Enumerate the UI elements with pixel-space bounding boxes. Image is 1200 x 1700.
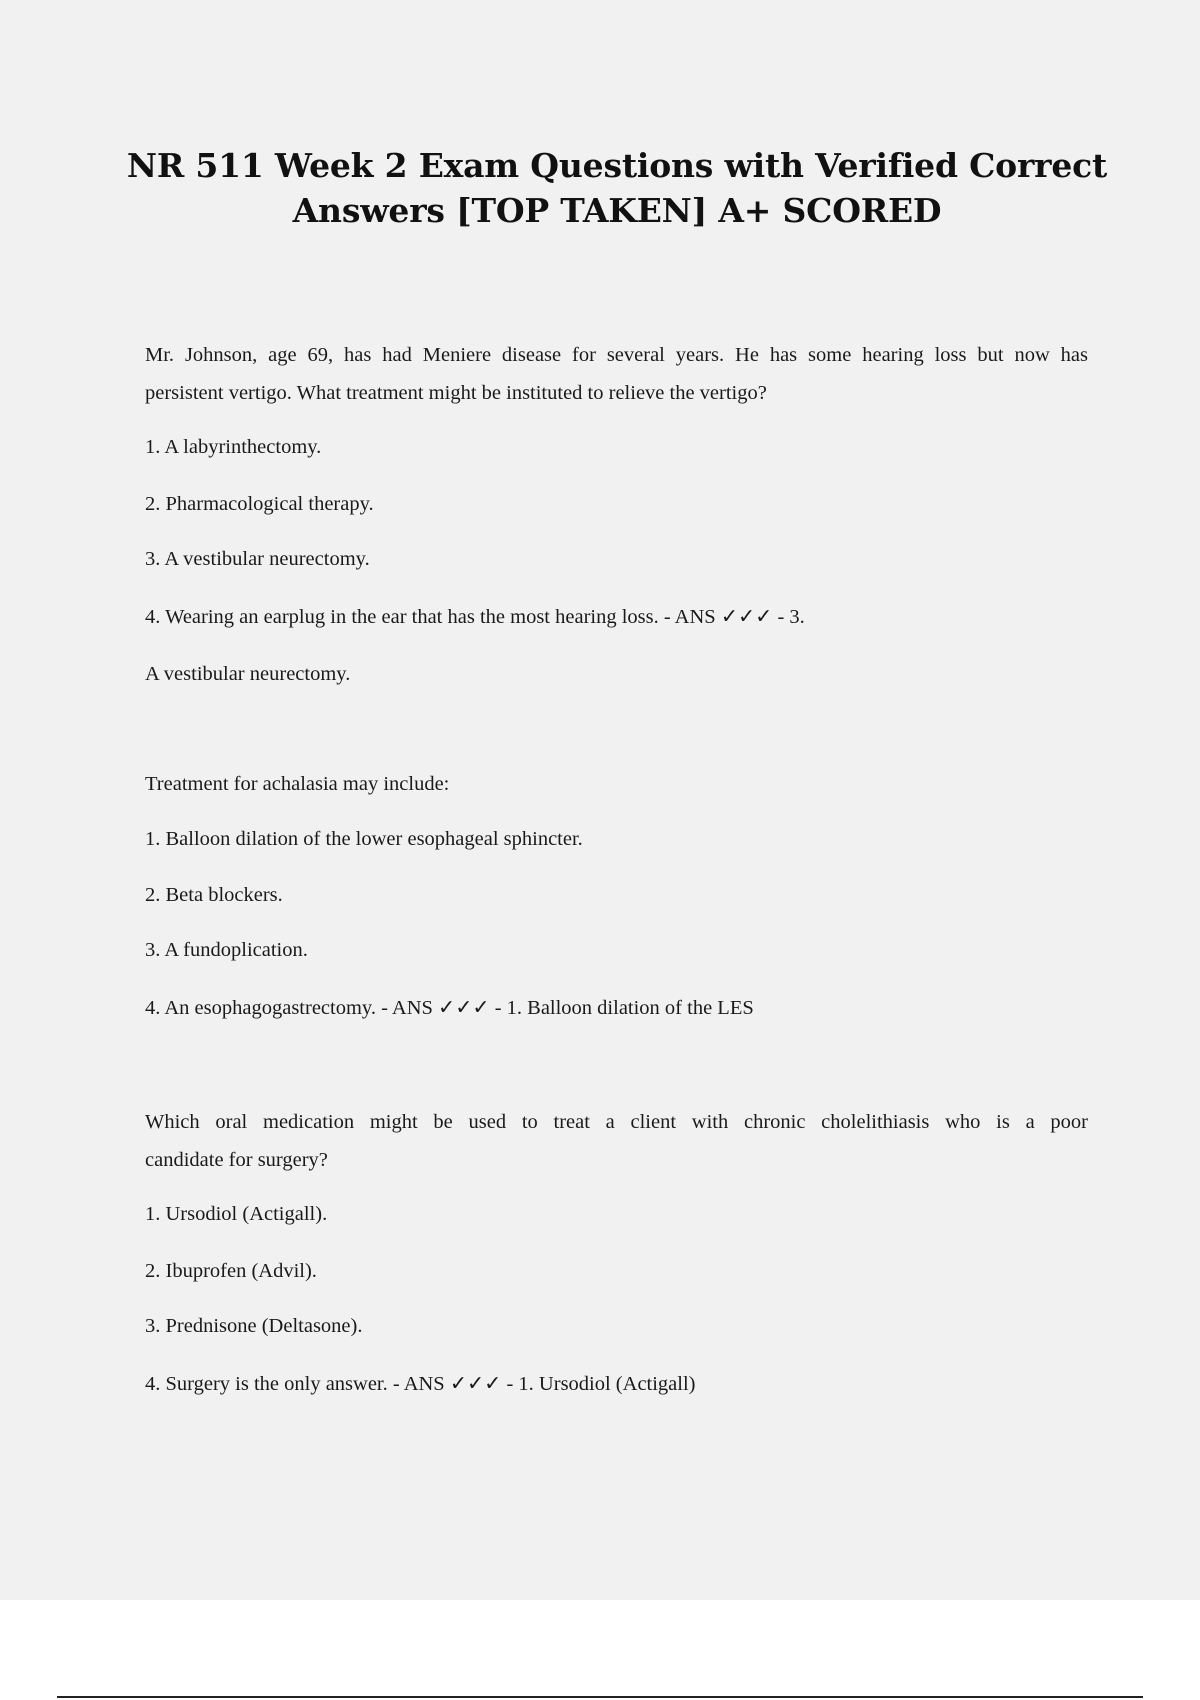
question-3-stem-line-1: Which oral medication might be used to treat a client with chronic cholelithiasis who is a poor — [145, 1111, 1088, 1133]
question-3-option-1: 1. Ursodiol (Actigall). — [145, 1203, 328, 1225]
footer-divider — [57, 1696, 1143, 1698]
question-3-option-3: 3. Prednisone (Deltasone). — [145, 1315, 363, 1337]
question-1-option-1: 1. A labyrinthectomy. — [145, 436, 322, 458]
question-1-stem-line-1: Mr. Johnson, age 69, has had Meniere disease for several years. He has some hearing loss but now has — [145, 344, 1088, 366]
question-3-option-2: 2. Ibuprofen (Advil). — [145, 1260, 317, 1282]
title-line-2: Answers [TOP TAKEN] A+ SCORED — [292, 191, 942, 230]
question-1-stem-line-2: persistent vertigo. What treatment might be instituted to relieve the vertigo? — [145, 382, 767, 404]
question-3-option-4-answer: 4. Surgery is the only answer. - ANS ✓✓✓ - 1. Ursodiol (Actigall) — [145, 1373, 696, 1395]
question-2-option-4-answer: 4. An esophagogastrectomy. - ANS ✓✓✓ - 1. Balloon dilation of the LES — [145, 997, 754, 1019]
question-3-stem-line-2: candidate for surgery? — [145, 1149, 328, 1171]
title-line-1: NR 511 Week 2 Exam Questions with Verified Correct — [126, 146, 1108, 185]
question-2-option-1: 1. Balloon dilation of the lower esophageal sphincter. — [145, 828, 583, 850]
question-1-option-2: 2. Pharmacological therapy. — [145, 493, 374, 515]
document-title — [0, 143, 1200, 233]
question-1-option-4-answer: 4. Wearing an earplug in the ear that has the most hearing loss. - ANS ✓✓✓ - 3. — [145, 606, 805, 628]
question-2-stem: Treatment for achalasia may include: — [145, 773, 450, 795]
question-1-option-3: 3. A vestibular neurectomy. — [145, 548, 370, 570]
question-2-option-2: 2. Beta blockers. — [145, 884, 283, 906]
question-1-answer-continuation: A vestibular neurectomy. — [145, 663, 351, 685]
question-2-option-3: 3. A fundoplication. — [145, 939, 308, 961]
